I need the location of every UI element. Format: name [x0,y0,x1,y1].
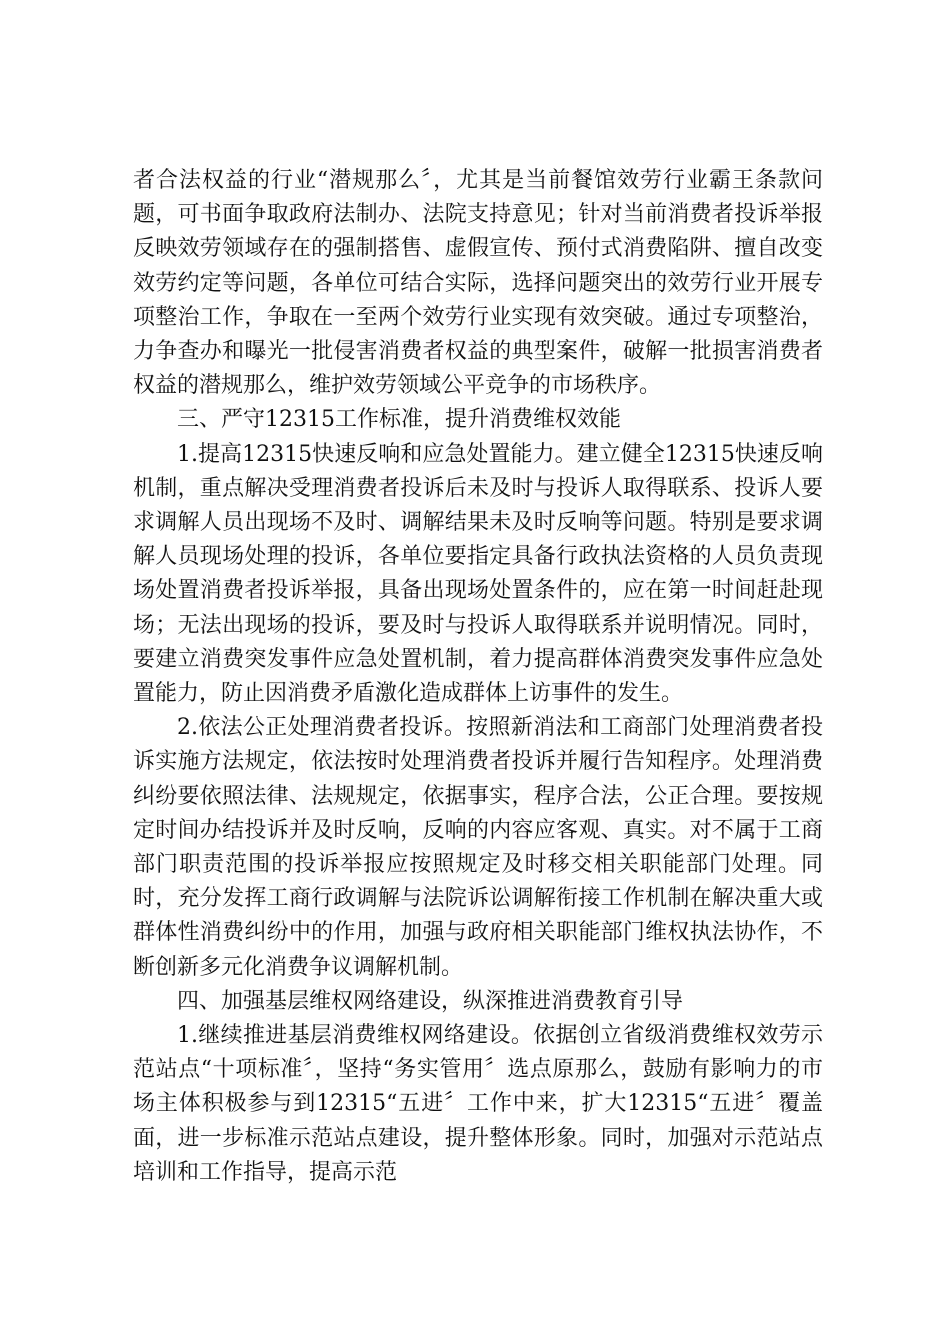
paragraph-continuation: 者合法权益的行业“潜规那么〞，尤其是当前餐馆效劳行业霸王条款问题，可书面争取政府法制办、法院支持意见；针对当前消费者投诉举报反映效劳领域存在的强制搭售、虚假宣传、预付式消费陷阱、擅自改变效劳约定等问题，各单位可结合实际，选择问题突出的效劳行业开展专项整治工作，争取在一至两个效劳行业实现有效突破。通过专项整治，力争查办和曝光一批侵害消费者权益的典型案件，破解一批损害消费者权益的潜规那么，维护效劳领域公平竞争的市场秩序。 [133,168,823,399]
section-heading-4: 四、加强基层维权网络建设，纵深推进消费教育引导 [177,988,684,1014]
paragraph-4-1: 1.继续推进基层消费维权网络建设。依据创立省级消费维权效劳示范站点“十项标准〞，坚持“务实管用〞选点原那么，鼓励有影响力的市场主体积极参与到12315“五进〞工作中来，扩大12315“五进〞覆盖面，进一步标准示范站点建设，提升整体形象。同时，加强对示范站点培训和工作指导，提高示范 [133,1023,823,1185]
paragraph-3-2: 2.依法公正处理消费者投诉。按照新消法和工商部门处理消费者投诉实施方法规定，依法按时处理消费者投诉并履行告知程序。处理消费纠纷要依照法律、法规规定，依据事实，程序合法，公正合理。要按规定时间办结投诉并及时反响，反响的内容应客观、真实。对不属于工商部门职责范围的投诉举报应按照规定及时移交相关职能部门处理。同时，充分发挥工商行政调解与法院诉讼调解衔接工作机制在解决重大或群体性消费纠纷中的作用，加强与政府相关职能部门维权执法协作，不断创新多元化消费争议调解机制。 [133,715,823,980]
paragraph-3-1: 1.提高12315快速反响和应急处置能力。建立健全12315快速反响机制，重点解决受理消费者投诉后未及时与投诉人取得联系、投诉人要求调解人员出现场不及时、调解结果未及时反响等问题。特别是要求调解人员现场处理的投诉，各单位要指定具备行政执法资格的人员负责现场处置消费者投诉举报，具备出现场处置条件的，应在第一时间赶赴现场；无法出现场的投诉，要及时与投诉人取得联系并说明情况。同时，要建立消费突发事件应急处置机制，着力提高群体消费突发事件应急处置能力，防止因消费矛盾激化造成群体上访事件的发生。 [133,441,823,707]
section-heading-3: 三、严守12315工作标准，提升消费维权效能 [177,407,621,433]
document-body [133,164,823,1190]
